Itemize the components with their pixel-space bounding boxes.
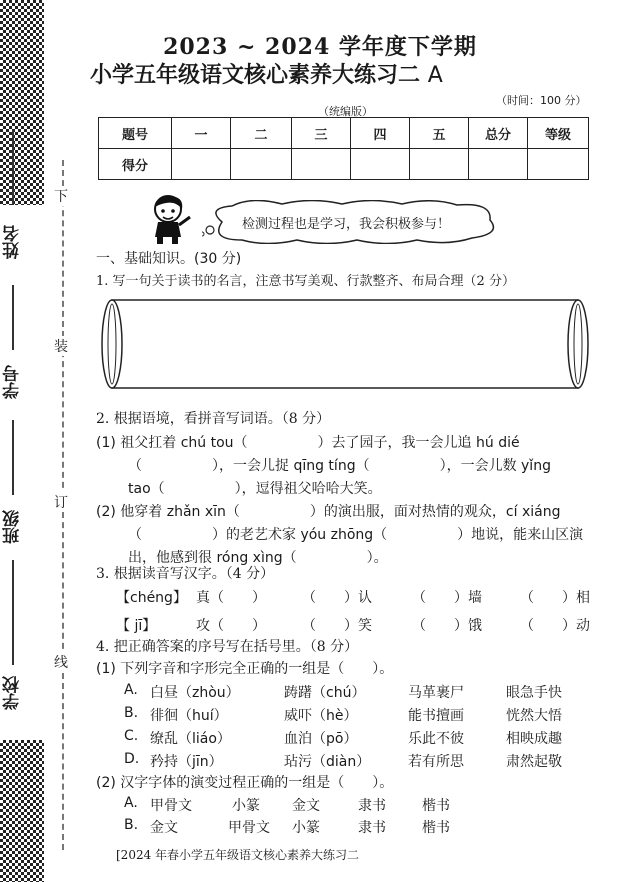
score-header-cell: 二 bbox=[231, 118, 292, 149]
option-item: 恍然大悟 bbox=[506, 708, 562, 724]
score-header-cell: 一 bbox=[172, 118, 231, 149]
id-line bbox=[12, 285, 14, 350]
school-line bbox=[12, 560, 14, 665]
binding-mark-xia: 下 bbox=[50, 186, 72, 206]
q2-line: （ ），一会儿捉 qīng tíng（ ），一会儿数 yǐng bbox=[128, 458, 551, 474]
score-cell[interactable] bbox=[351, 149, 410, 180]
option-item: 威吓（hè） bbox=[284, 708, 358, 724]
option-letter: A. bbox=[124, 795, 138, 811]
q3-row1-label: 【chéng】 bbox=[116, 590, 187, 606]
option-letter: B. bbox=[124, 817, 139, 833]
q4-sub2: (2) 汉字字体的演变过程正确的一组是（ ）。 bbox=[96, 775, 394, 791]
score-cell[interactable] bbox=[231, 149, 292, 180]
question-3-heading: 3. 根据读音写汉字。（4 分） bbox=[96, 566, 275, 582]
question-4-heading: 4. 把正确答案的序号写在括号里。（8 分） bbox=[96, 639, 359, 655]
binding-mark-ding: 订 bbox=[50, 492, 72, 512]
binding-mark-zhuang: 装 bbox=[50, 336, 72, 356]
option-item: 矜持（jīn） bbox=[150, 754, 223, 770]
option-item: 肃然起敬 bbox=[506, 754, 562, 770]
student-id-label: 学号 bbox=[3, 365, 23, 399]
score-row-label: 得分 bbox=[99, 149, 172, 180]
option-item: 玷污（diàn） bbox=[284, 754, 371, 770]
option-item: 乐此不彼 bbox=[408, 731, 464, 747]
option-item: 相映成趣 bbox=[506, 731, 562, 747]
edition-label: （统编版） bbox=[318, 105, 373, 118]
option-item: 楷书 bbox=[422, 798, 450, 814]
q3-item: 攻（ ） bbox=[196, 618, 266, 634]
score-header-cell: 四 bbox=[351, 118, 410, 149]
q2-line: (1) 祖父扛着 chú tou（ ）去了园子，我一会儿追 hú dié bbox=[96, 435, 520, 451]
q3-item: （ ）动 bbox=[520, 618, 590, 634]
score-cell[interactable] bbox=[410, 149, 469, 180]
score-cell[interactable] bbox=[172, 149, 231, 180]
option-item: 楷书 bbox=[422, 820, 450, 836]
option-item: 金文 bbox=[292, 798, 320, 814]
option-letter: D. bbox=[124, 751, 140, 767]
option-item: 眼急手快 bbox=[506, 685, 562, 701]
option-item: 徘徊（huí） bbox=[150, 708, 228, 724]
writing-scroll[interactable] bbox=[100, 290, 590, 400]
score-cell[interactable] bbox=[528, 149, 589, 180]
score-header-cell: 三 bbox=[292, 118, 351, 149]
q2-line: （ ）的老艺术家 yóu zhōng（ ）地说，能来山区演 bbox=[128, 527, 584, 543]
page-footer: [2024 年春小学五年级语文核心素养大练习二 bbox=[116, 848, 360, 862]
paper-version-mark: A bbox=[427, 63, 443, 88]
q2-line: (2) 他穿着 zhǎn xīn（ ）的演出服，面对热情的观众，cí xiáng bbox=[96, 504, 561, 520]
score-table bbox=[98, 117, 589, 180]
option-item: 甲骨文 bbox=[150, 798, 192, 814]
q3-row2-label: 【 jī】 bbox=[116, 618, 157, 634]
name-label: 姓名 bbox=[3, 225, 23, 259]
school-label: 学校 bbox=[3, 676, 23, 710]
q3-item: （ ）相 bbox=[520, 590, 590, 606]
option-letter: A. bbox=[124, 682, 138, 698]
q3-item: （ ）墙 bbox=[412, 590, 482, 606]
option-letter: B. bbox=[124, 705, 139, 721]
margin-pattern-bottom bbox=[0, 740, 44, 882]
option-item: 金文 bbox=[150, 820, 178, 836]
q3-item: （ ）认 bbox=[302, 590, 372, 606]
option-item: 隶书 bbox=[358, 820, 386, 836]
q2-line: tao（ ），逗得祖父哈哈大笑。 bbox=[128, 481, 382, 497]
score-header-cell: 总分 bbox=[469, 118, 528, 149]
option-item: 马革裹尸 bbox=[408, 685, 464, 701]
q3-item: 真（ ） bbox=[196, 590, 266, 606]
score-cell[interactable] bbox=[292, 149, 351, 180]
q3-item: （ ）饿 bbox=[412, 618, 482, 634]
class-label: 班级 bbox=[3, 510, 23, 544]
option-item: 缭乱（liáo） bbox=[150, 731, 231, 747]
score-cell[interactable] bbox=[469, 149, 528, 180]
option-item: 小篆 bbox=[292, 820, 320, 836]
q2-line: 出，他感到很 róng xìng（ ）。 bbox=[128, 550, 388, 566]
question-2-heading: 2. 根据语境，看拼音写词语。（8 分） bbox=[96, 411, 331, 427]
option-letter: C. bbox=[124, 728, 139, 744]
option-item: 能书擅画 bbox=[408, 708, 464, 724]
option-item: 隶书 bbox=[358, 798, 386, 814]
option-item: 甲骨文 bbox=[228, 820, 270, 836]
section1-heading: 一、基础知识。(30 分) bbox=[96, 251, 242, 267]
exam-time: （时间：100 分） bbox=[496, 94, 587, 107]
score-header-cell: 等级 bbox=[528, 118, 589, 149]
q4-sub1: (1) 下列字音和字形完全正确的一组是（ ）。 bbox=[96, 661, 394, 677]
name-line bbox=[12, 130, 14, 205]
score-header-cell: 五 bbox=[410, 118, 469, 149]
option-item: 若有所思 bbox=[408, 754, 464, 770]
class-line bbox=[12, 420, 14, 495]
option-item: 白昼（zhòu） bbox=[150, 685, 240, 701]
score-header-cell: 题号 bbox=[99, 118, 172, 149]
student-mascot-icon bbox=[146, 193, 196, 245]
banner-text: 检测过程也是学习，我会积极参与！ bbox=[242, 217, 451, 232]
option-item: 血泊（pō） bbox=[284, 731, 358, 747]
q3-item: （ ）笑 bbox=[302, 618, 372, 634]
option-item: 踌躇（chú） bbox=[284, 685, 366, 701]
title-line-2: 小学五年级语文核心素养大练习二 A bbox=[90, 62, 443, 88]
title-line-1: 2023 ~ 2024 学年度下学期 bbox=[163, 34, 477, 60]
binding-mark-xian: 线 bbox=[50, 652, 72, 672]
question-1: 1. 写一句关于读书的名言，注意书写美观、行款整齐、布局合理（2 分） bbox=[96, 274, 515, 289]
option-item: 小篆 bbox=[232, 798, 260, 814]
